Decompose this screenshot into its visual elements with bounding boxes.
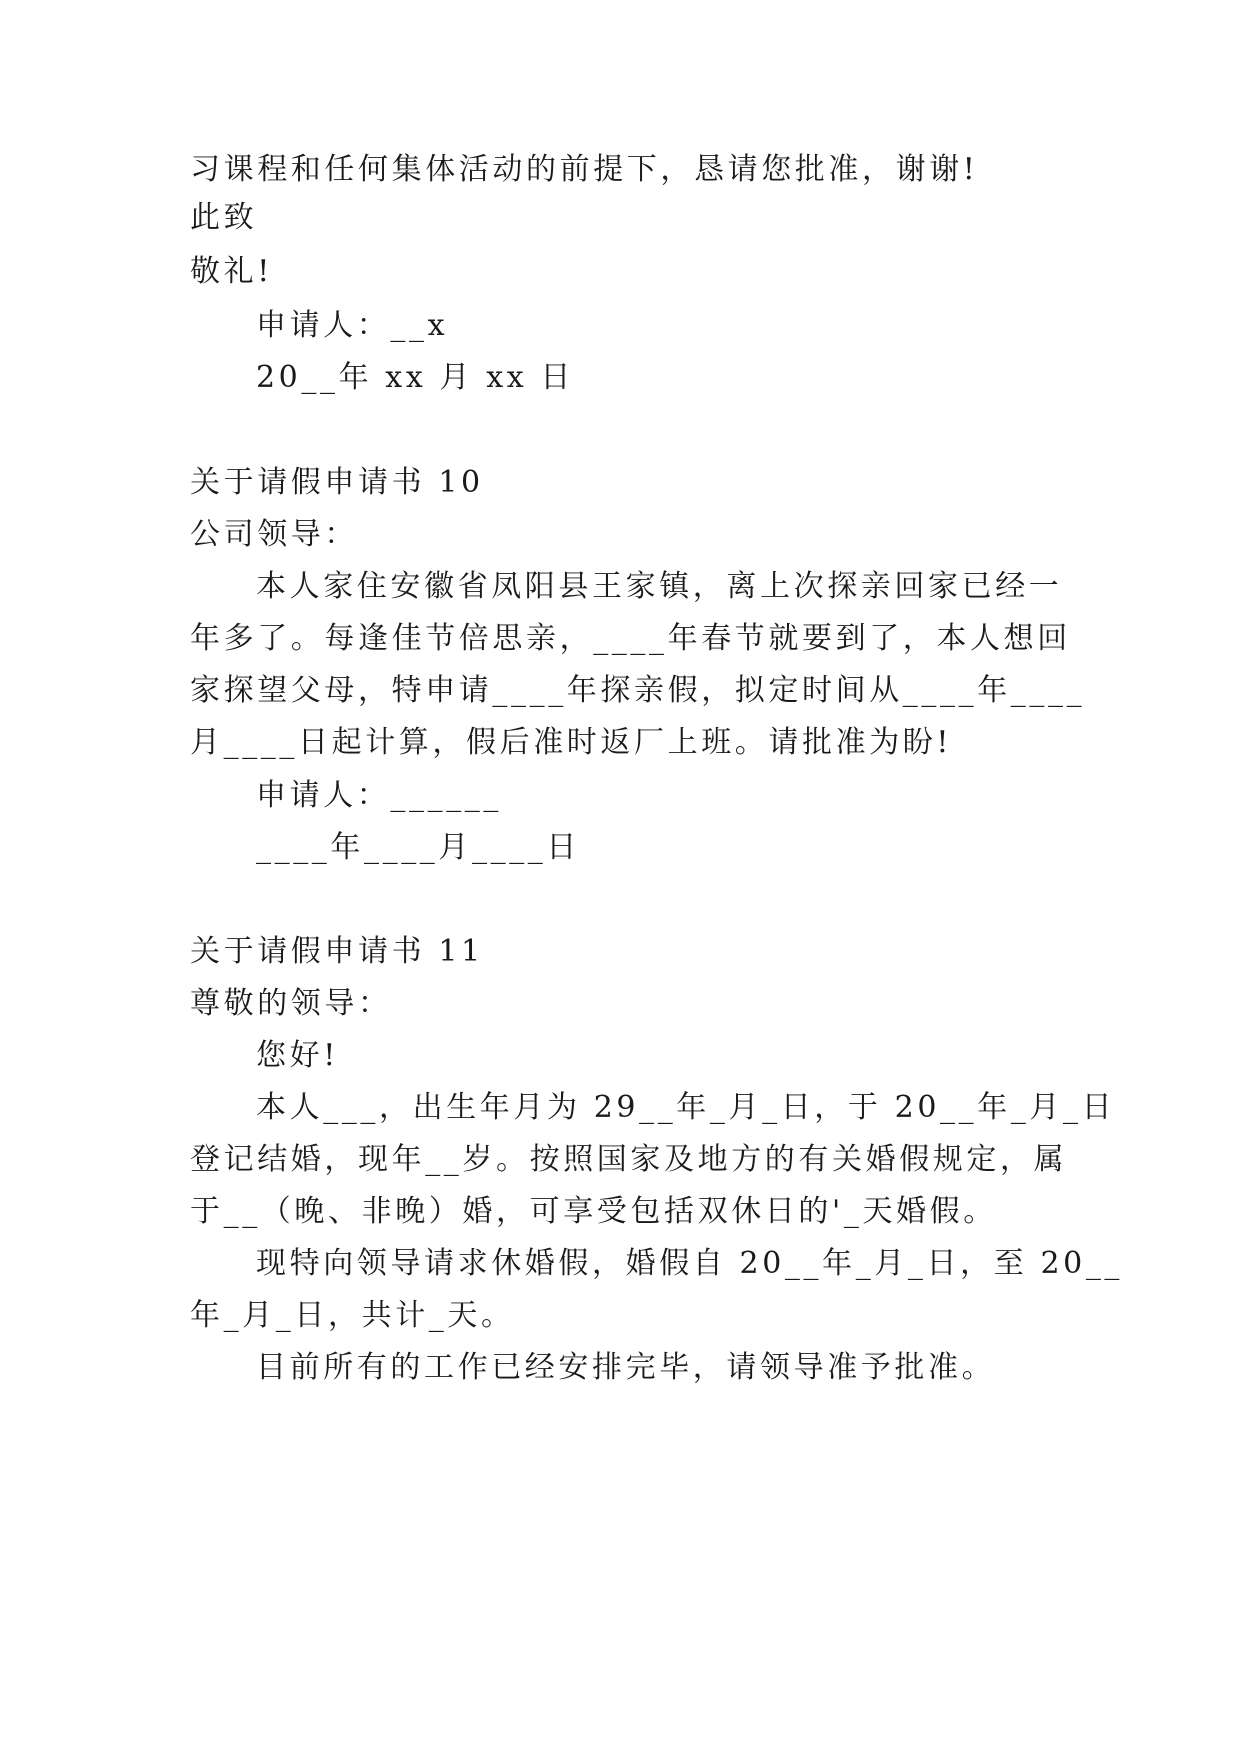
salutation: 尊敬的领导： (190, 986, 392, 1021)
closing-line: 敬礼! (190, 254, 273, 289)
greeting: 您好! (256, 1038, 339, 1073)
text-line: 于__（晚、非晚）婚，可享受包括双休日的'_天婚假。 (190, 1194, 997, 1229)
section-title: 关于请假申请书 10 (190, 465, 484, 500)
text-line: 本人___，出生年月为 29__年_月_日，于 20__年_月_日 (256, 1090, 1116, 1125)
text-line: 年多了。每逢佳节倍思亲，____年春节就要到了，本人想回 (190, 621, 1071, 656)
text-line: 本人家住安徽省凤阳县王家镇，离上次探亲回家已经一 (256, 569, 1063, 604)
applicant-line: 申请人：__x (256, 308, 449, 343)
text-line: 家探望父母，特申请____年探亲假，拟定时间从____年____ (190, 673, 1086, 708)
text-line: 现特向领导请求休婚假，婚假自 20__年_月_日，至 20__ (256, 1246, 1124, 1281)
text-line: 目前所有的工作已经安排完毕，请领导准予批准。 (256, 1350, 996, 1385)
date-line: 20__年 xx 月 xx 日 (256, 360, 574, 395)
text-line: 月____日起计算，假后准时返厂上班。请批准为盼! (190, 725, 953, 760)
applicant-line: 申请人：______ (256, 778, 502, 813)
section-title: 关于请假申请书 11 (190, 934, 484, 969)
closing-line: 此致 (190, 200, 258, 235)
date-line: ____年____月____日 (256, 830, 580, 865)
text-line: 年_月_日，共计_天。 (190, 1298, 515, 1333)
text-line: 习课程和任何集体活动的前提下，恳请您批准，谢谢! (190, 152, 979, 187)
salutation: 公司领导： (190, 517, 358, 552)
text-line: 登记结婚，现年__岁。按照国家及地方的有关婚假规定，属 (190, 1142, 1068, 1177)
